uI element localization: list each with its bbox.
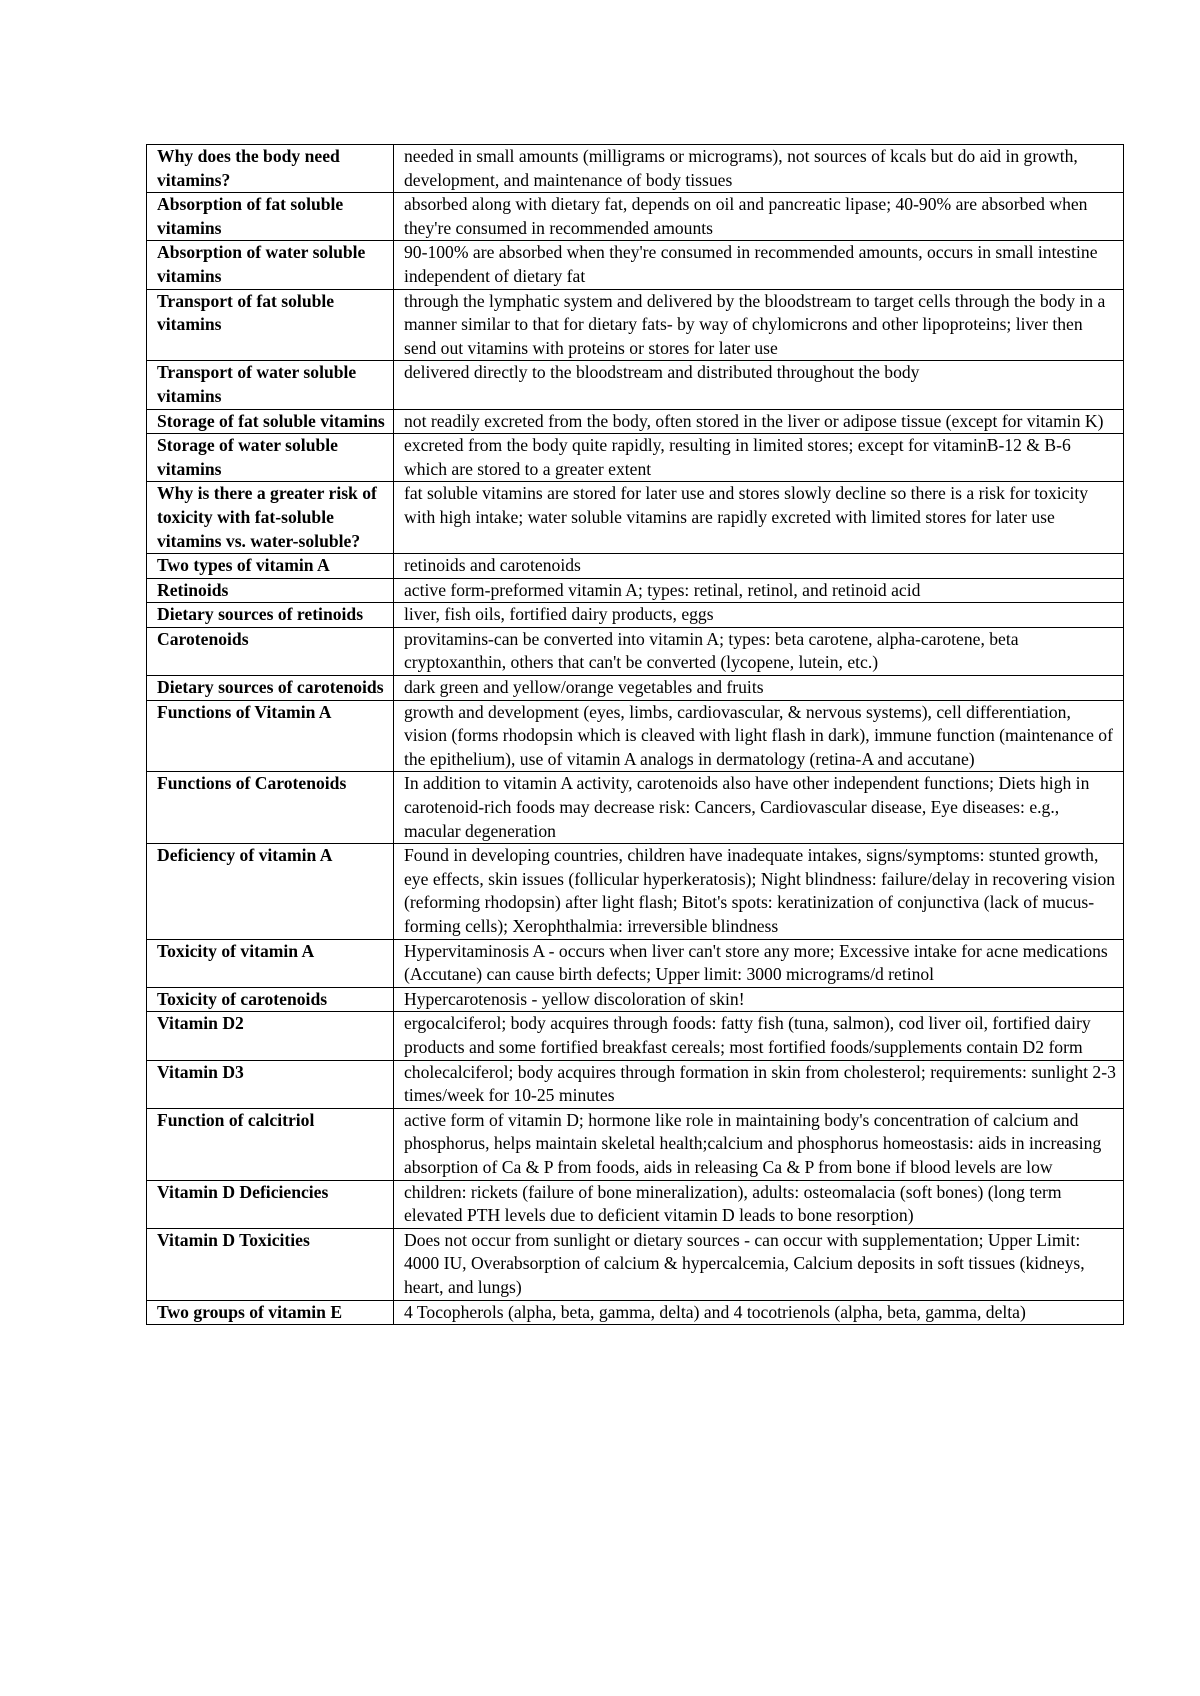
term-cell: Transport of water soluble vitamins	[147, 361, 394, 409]
table-row	[147, 676, 1124, 701]
term-cell: Toxicity of carotenoids	[147, 987, 394, 1012]
table-row	[147, 627, 1124, 675]
table-row	[147, 554, 1124, 579]
term-cell: Storage of fat soluble vitamins	[147, 409, 394, 434]
definition-cell: provitamins-can be converted into vitamin A; types: beta carotene, alpha-carotene, beta cryptoxanthin, others that can't be converted (lycopene, lutein, etc.)	[394, 627, 1124, 675]
table-row	[147, 772, 1124, 844]
definition-cell: 4 Tocopherols (alpha, beta, gamma, delta) and 4 tocotrienols (alpha, beta, gamma, delta)	[394, 1300, 1124, 1325]
definition-cell: retinoids and carotenoids	[394, 554, 1124, 579]
term-cell: Functions of Carotenoids	[147, 772, 394, 844]
term-cell: Storage of water soluble vitamins	[147, 434, 394, 482]
term-cell: Absorption of fat soluble vitamins	[147, 193, 394, 241]
vitamin-notes-table	[146, 144, 1124, 1325]
term-cell: Two groups of vitamin E	[147, 1300, 394, 1325]
definition-cell: fat soluble vitamins are stored for later use and stores slowly decline so there is a risk for toxicity with high intake; water soluble vitamins are rapidly excreted with limited stores for later use	[394, 482, 1124, 554]
table-row	[147, 844, 1124, 939]
term-cell: Why does the body need vitamins?	[147, 145, 394, 193]
table-row	[147, 361, 1124, 409]
table-row	[147, 409, 1124, 434]
term-cell: Why is there a greater risk of toxicity with fat-soluble vitamins vs. water-soluble?	[147, 482, 394, 554]
definition-cell: not readily excreted from the body, often stored in the liver or adipose tissue (except for vitamin K)	[394, 409, 1124, 434]
definition-cell: active form-preformed vitamin A; types: retinal, retinol, and retinoid acid	[394, 578, 1124, 603]
term-cell: Toxicity of vitamin A	[147, 939, 394, 987]
table-row	[147, 939, 1124, 987]
table-row	[147, 1228, 1124, 1300]
definition-cell: Hypervitaminosis A - occurs when liver can't store any more; Excessive intake for acne medications (Accutane) can cause birth defects; Upper limit: 3000 micrograms/d retinol	[394, 939, 1124, 987]
term-cell: Vitamin D Toxicities	[147, 1228, 394, 1300]
term-cell: Dietary sources of carotenoids	[147, 676, 394, 701]
table-row	[147, 289, 1124, 361]
term-cell: Deficiency of vitamin A	[147, 844, 394, 939]
table-row	[147, 1012, 1124, 1060]
definition-cell: excreted from the body quite rapidly, resulting in limited stores; except for vitaminB-12 & B-6 which are stored to a greater extent	[394, 434, 1124, 482]
definition-cell: active form of vitamin D; hormone like role in maintaining body's concentration of calcium and phosphorus, helps maintain skeletal health;calcium and phosphorus homeostasis: aids in increasing absorption of Ca & P from foods, aids in releasing Ca & P from bone if blood levels are low	[394, 1108, 1124, 1180]
term-cell: Absorption of water soluble vitamins	[147, 241, 394, 289]
definition-cell: ergocalciferol; body acquires through foods: fatty fish (tuna, salmon), cod liver oil, fortified dairy products and some fortified breakfast cereals; most fortified foods/supplements contain D2 form	[394, 1012, 1124, 1060]
table-row	[147, 241, 1124, 289]
definition-cell: needed in small amounts (milligrams or micrograms), not sources of kcals but do aid in growth, development, and maintenance of body tissues	[394, 145, 1124, 193]
table-row	[147, 1300, 1124, 1325]
table-row	[147, 987, 1124, 1012]
table-row	[147, 1180, 1124, 1228]
term-cell: Retinoids	[147, 578, 394, 603]
definition-cell: growth and development (eyes, limbs, cardiovascular, & nervous systems), cell differentiation, vision (forms rhodopsin which is cleaved with light flash in dark), immune function (maintenance of the epithelium), use of vitamin A analogs in dermatology (retina-A and accutane)	[394, 700, 1124, 772]
table-row	[147, 434, 1124, 482]
definition-cell: In addition to vitamin A activity, carotenoids also have other independent functions; Diets high in carotenoid-rich foods may decrease risk: Cancers, Cardiovascular disease, Eye diseases: e.g., macular degeneration	[394, 772, 1124, 844]
table-row	[147, 700, 1124, 772]
table-body	[147, 145, 1124, 1325]
term-cell: Two types of vitamin A	[147, 554, 394, 579]
definition-cell: delivered directly to the bloodstream and distributed throughout the body	[394, 361, 1124, 409]
definition-cell: liver, fish oils, fortified dairy products, eggs	[394, 603, 1124, 628]
definition-cell: cholecalciferol; body acquires through formation in skin from cholesterol; requirements: sunlight 2-3 times/week for 10-25 minutes	[394, 1060, 1124, 1108]
term-cell: Function of calcitriol	[147, 1108, 394, 1180]
term-cell: Vitamin D Deficiencies	[147, 1180, 394, 1228]
table-row	[147, 482, 1124, 554]
definition-cell: children: rickets (failure of bone mineralization), adults: osteomalacia (soft bones) (long term elevated PTH levels due to deficient vitamin D leads to bone resorption)	[394, 1180, 1124, 1228]
table-row	[147, 193, 1124, 241]
term-cell: Dietary sources of retinoids	[147, 603, 394, 628]
definition-cell: Found in developing countries, children have inadequate intakes, signs/symptoms: stunted growth, eye effects, skin issues (follicular hyperkeratosis); Night blindness: failure/delay in recovering vision (reforming rhodopsin) after light flash; Bitot's spots: keratinization of conjunctiva (lack of mucus-forming cells); Xerophthalmia: irreversible blindness	[394, 844, 1124, 939]
table-row	[147, 603, 1124, 628]
term-cell: Transport of fat soluble vitamins	[147, 289, 394, 361]
definition-cell: 90-100% are absorbed when they're consumed in recommended amounts, occurs in small intestine independent of dietary fat	[394, 241, 1124, 289]
definition-cell: through the lymphatic system and delivered by the bloodstream to target cells through the body in a manner similar to that for dietary fats- by way of chylomicrons and other lipoproteins; liver then send out vitamins with proteins or stores for later use	[394, 289, 1124, 361]
table-row	[147, 578, 1124, 603]
definition-cell: Does not occur from sunlight or dietary sources - can occur with supplementation; Upper Limit: 4000 IU, Overabsorption of calcium & hypercalcemia, Calcium deposits in soft tissues (kidneys, heart, and lungs)	[394, 1228, 1124, 1300]
term-cell: Vitamin D2	[147, 1012, 394, 1060]
table-row	[147, 1108, 1124, 1180]
term-cell: Vitamin D3	[147, 1060, 394, 1108]
table-row	[147, 1060, 1124, 1108]
table-row	[147, 145, 1124, 193]
term-cell: Carotenoids	[147, 627, 394, 675]
definition-cell: Hypercarotenosis - yellow discoloration of skin!	[394, 987, 1124, 1012]
definition-cell: absorbed along with dietary fat, depends on oil and pancreatic lipase; 40-90% are absorbed when they're consumed in recommended amounts	[394, 193, 1124, 241]
term-cell: Functions of Vitamin A	[147, 700, 394, 772]
definition-cell: dark green and yellow/orange vegetables and fruits	[394, 676, 1124, 701]
